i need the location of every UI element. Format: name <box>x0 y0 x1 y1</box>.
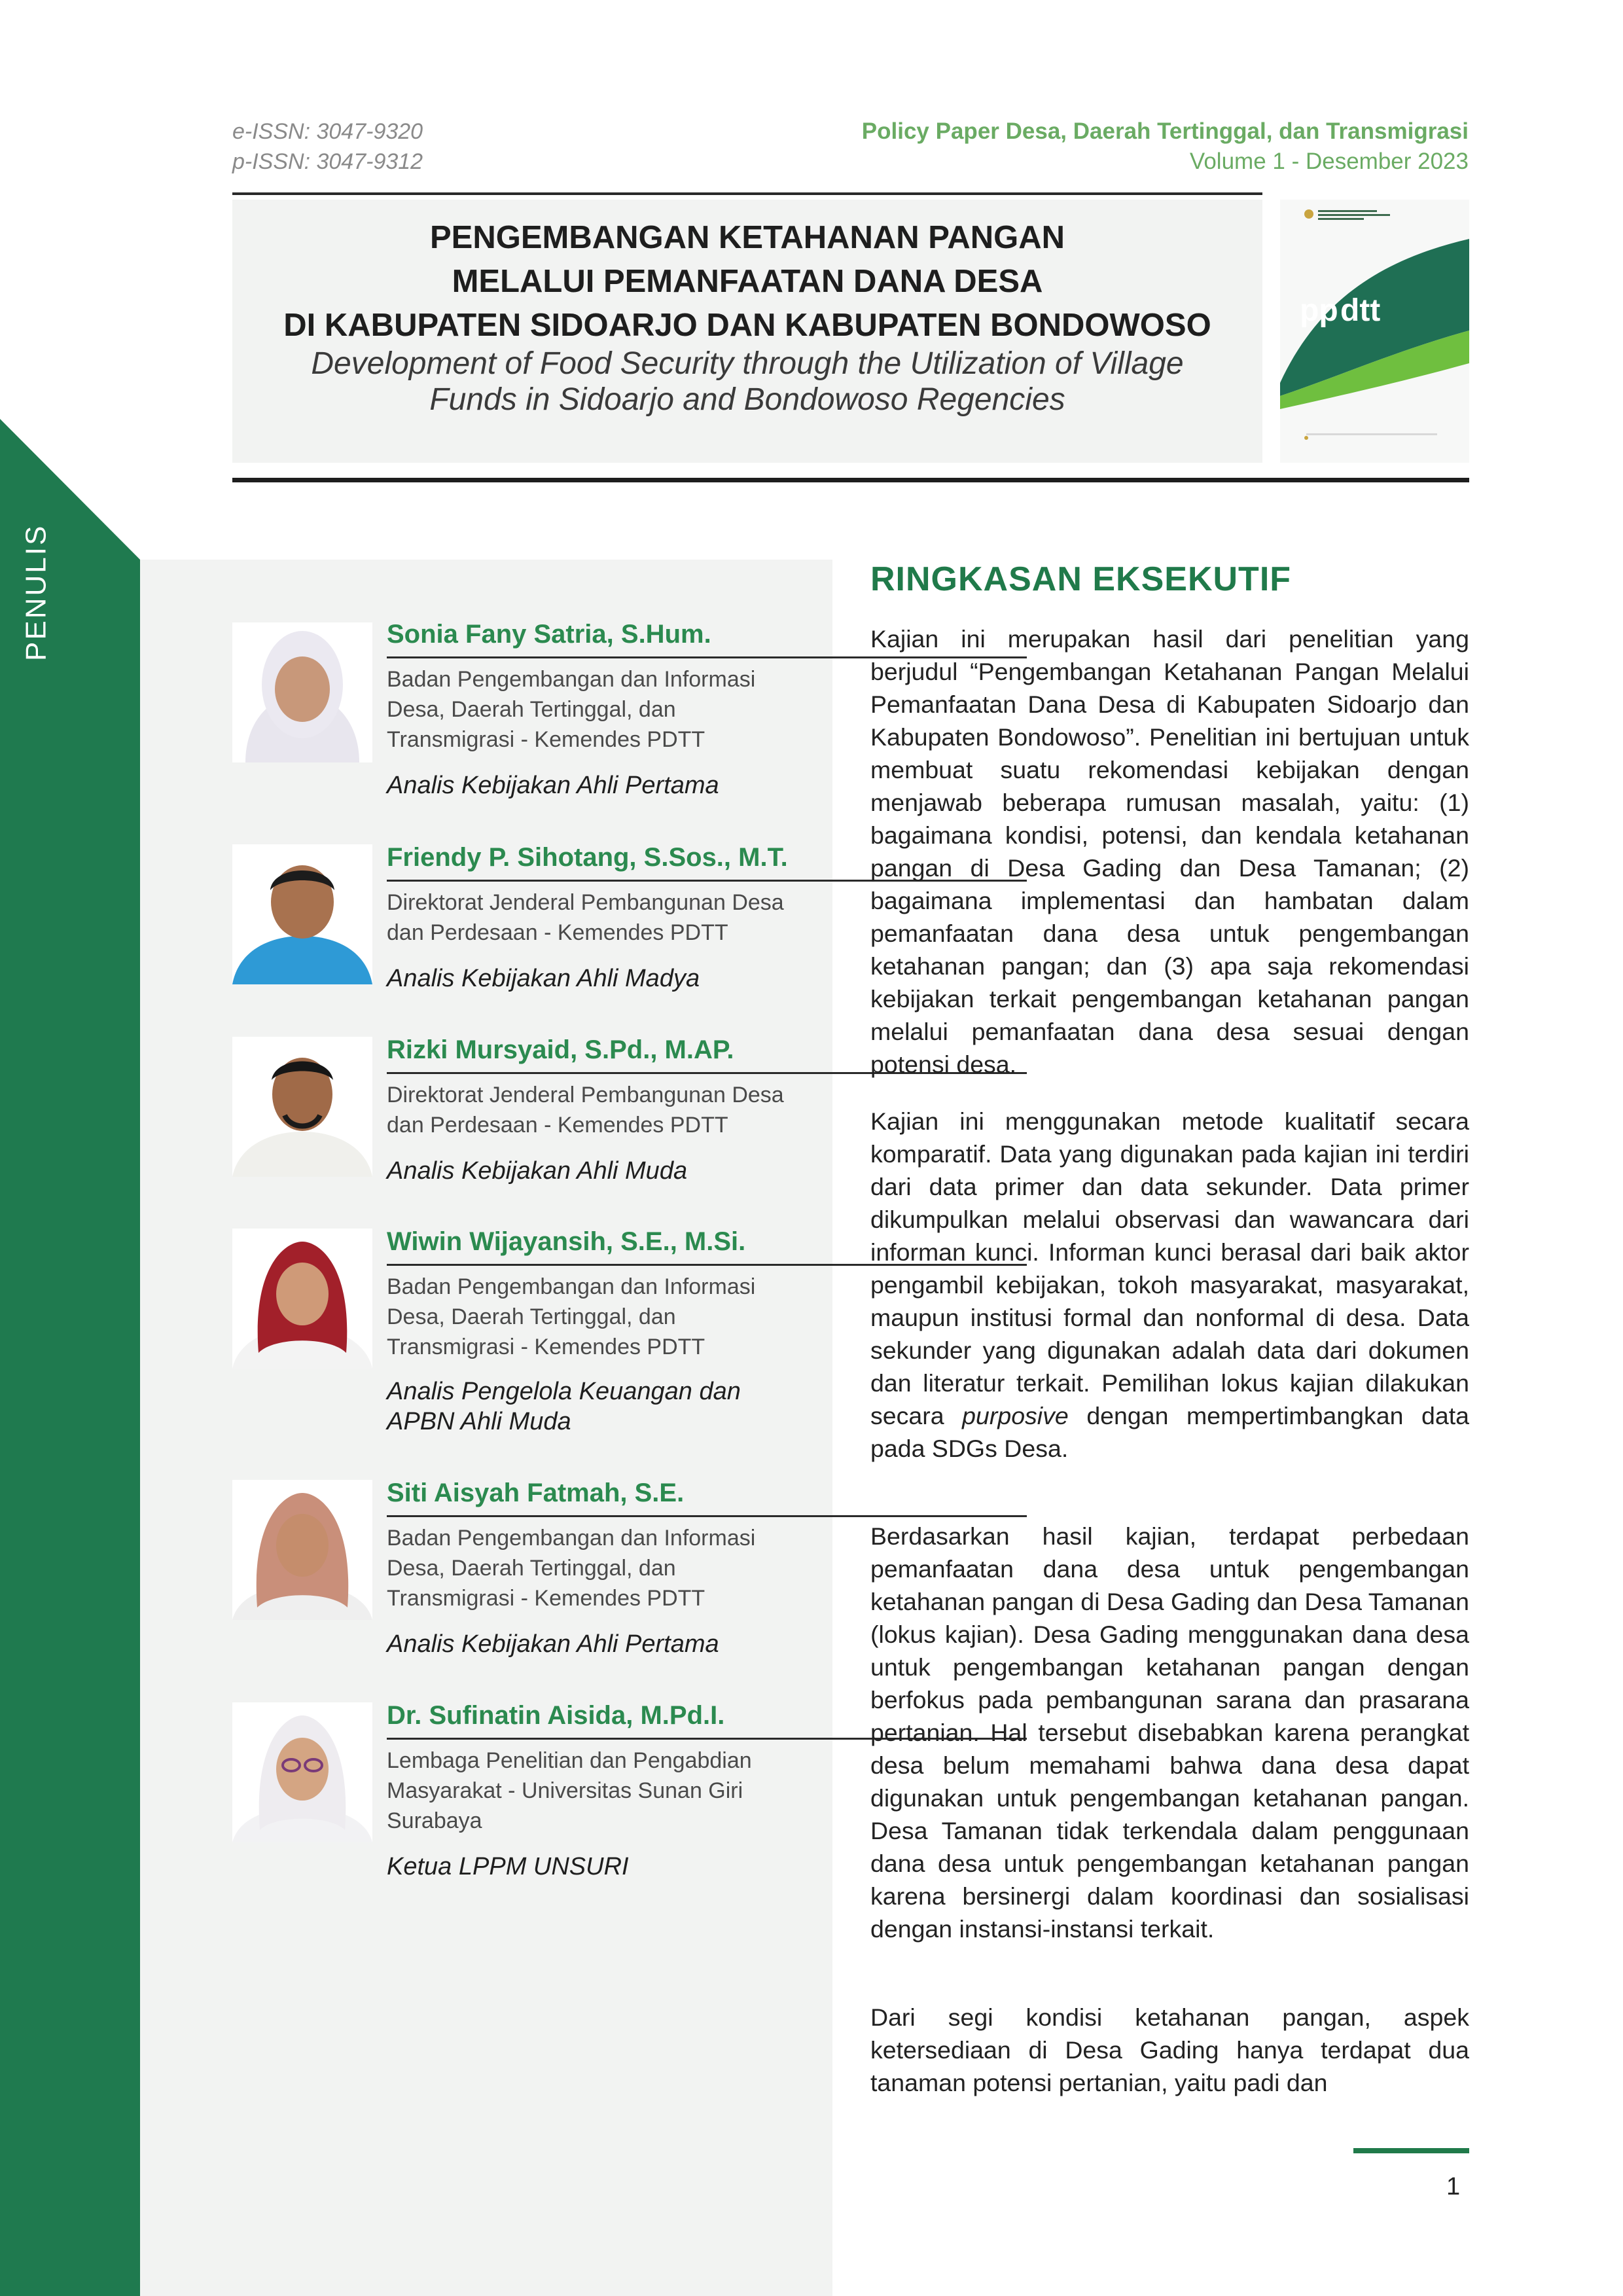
issn-block <box>232 117 423 177</box>
author-role: Analis Kebijakan Ahli Madya <box>387 965 700 992</box>
journal-block <box>862 117 1469 177</box>
svg-text:pp: pp <box>1300 293 1338 328</box>
author-role: Analis Kebijakan Ahli Pertama <box>387 1630 719 1658</box>
summary-paragraph-2 <box>870 1105 1469 1465</box>
title-line-3: DI KABUPATEN SIDOARJO DAN KABUPATEN BONDOWOSO <box>283 308 1211 343</box>
p2-text-a: Kajian ini menggunakan metode kualitatif secara komparatif. Data yang digunakan pada kajian ini terdiri dari data primer dan data sekunder. Data primer dikumpulkan melalui observasi dan wawancara dari informan kunci. Informan kunci berasal dari baik aktor pengambil kebijakan, tokoh masyarakat, masyarakat, maupun institusi formal dan nonformal di desa. Data sekunder yang digunakan adalah data dari dokumen dan literatur terkait. Pemilihan lokus kajian dilakukan secara <box>870 1107 1469 1429</box>
subtitle-line-1: Development of Food Security through the Utilization of Village <box>311 346 1184 381</box>
page-number: 1 <box>1446 2173 1461 2200</box>
summary-paragraph-3: Berdasarkan hasil kajian, terdapat perbedaan pemanfaatan dana desa untuk pengembangan ketahanan pangan di Desa Gading dan Desa Tamanan (lokus kajian). Desa Gading menggunakan dana desa untuk pengembangan ketahanan pangan dengan berfokus pada pembangunan sarana dan prasarana pertanian. Hal tersebut disebabkan karena perangkat desa belum memahami bahwa dana desa dapat digunakan untuk pengembangan ketahanan pangan. Desa Tamanan tidak terkendala dalam penggunaan dana desa untuk pengembangan ketahanan pangan karena bersinergi dalam koordinasi dan sosialisasi dengan instansi-instansi terkait. <box>870 1522 1469 1943</box>
author-institution: Direktorat Jenderal Pembangunan Desa dan Perdesaan - Kemendes PDTT <box>387 890 784 945</box>
paper-subtitle <box>232 346 1262 418</box>
journal-name: Policy Paper Desa, Daerah Tertinggal, dan Transmigrasi <box>861 118 1469 144</box>
summary-paragraph-4: Dari segi kondisi ketahanan pangan, aspek ketersediaan di Desa Gading hanya terdapat dua tanaman potensi pertanian, yaitu padi dan <box>870 2003 1469 2096</box>
author-divider <box>387 1515 1027 1517</box>
author-photo <box>232 1480 372 1620</box>
journal-volume: Volume 1 - Desember 2023 <box>1189 149 1469 174</box>
author-photo <box>232 1702 372 1842</box>
side-label-penulis: PENULIS <box>20 524 52 661</box>
p2-text-b: dengan mempertimbangkan data pada SDGs Desa. <box>870 1402 1469 1462</box>
title-line-1: PENGEMBANGAN KETAHANAN PANGAN <box>429 220 1065 255</box>
author-role: Ketua LPPM UNSURI <box>387 1853 629 1880</box>
author-role: Analis Kebijakan Ahli Pertama <box>387 772 719 799</box>
p2-emphasis: purposive <box>962 1402 1069 1429</box>
svg-text:dtt: dtt <box>1340 293 1381 328</box>
journal-cover-thumbnail <box>1280 200 1469 463</box>
footer-accent-line <box>1353 2148 1469 2153</box>
author-role: Analis Kebijakan Ahli Muda <box>387 1157 688 1185</box>
side-band <box>0 0 140 2296</box>
cover-art-image <box>1280 200 1469 463</box>
author-name: Friendy P. Sihotang, S.Sos., M.T. <box>387 843 788 872</box>
author-photo <box>232 622 372 762</box>
author-institution: Badan Pengembangan dan Informasi Desa, Daerah Tertinggal, dan Transmigrasi - Kemendes PDTT <box>387 1274 756 1359</box>
author-name: Dr. Sufinatin Aisida, M.Pd.I. <box>387 1701 725 1730</box>
title-line-2: MELALUI PEMANFAATAN DANA DESA <box>452 264 1043 299</box>
header-rule-bottom <box>232 478 1469 482</box>
eissn-text: e-ISSN: 3047-9320 <box>232 119 423 144</box>
author-institution: Badan Pengembangan dan Informasi Desa, Daerah Tertinggal, dan Transmigrasi - Kemendes PDTT <box>387 667 756 752</box>
author-name: Sonia Fany Satria, S.Hum. <box>387 620 711 649</box>
author-photo <box>232 1037 372 1177</box>
paper-title <box>232 216 1262 348</box>
header-rule-top <box>232 192 1262 195</box>
author-institution: Lembaga Penelitian dan Pengabdian Masyarakat - Universitas Sunan Giri Surabaya <box>387 1748 752 1833</box>
author-institution: Direktorat Jenderal Pembangunan Desa dan Perdesaan - Kemendes PDTT <box>387 1083 784 1138</box>
author-institution: Badan Pengembangan dan Informasi Desa, Daerah Tertinggal, dan Transmigrasi - Kemendes PDTT <box>387 1526 756 1611</box>
author-name: Wiwin Wijayansih, S.E., M.Si. <box>387 1227 746 1256</box>
author-photo <box>232 844 372 984</box>
author-role: Analis Pengelola Keuangan dan APBN Ahli Muda <box>387 1378 741 1435</box>
summary-paragraph-1: Kajian ini merupakan hasil dari penelitian yang berjudul “Pengembangan Ketahanan Pangan Melalui Pemanfaatan Dana Desa di Kabupaten Sidoarjo dan Kabupaten Bondowoso”. Penelitian ini bertujuan untuk membuat suatu rekomendasi kebijakan dengan menjawab beberapa rumusan masalah, yaitu: (1) bagaimana kondisi, potensi, dan kendala ketahanan pangan di Desa Gading dan Desa Tamanan; (2) bagaimana implementasi dan hambatan dalam pemanfaatan dana desa untuk pengembangan ketahanan pangan; dan (3) apa saja rekomendasi kebijakan terkait pengembangan ketahanan pangan melalui pemanfaatan dana desa sesuai dengan potensi desa. <box>870 625 1469 1078</box>
subtitle-line-2: Funds in Sidoarjo and Bondowoso Regencies <box>429 382 1065 417</box>
section-heading: RINGKASAN EKSEKUTIF <box>870 560 1292 598</box>
pissn-text: p-ISSN: 3047-9312 <box>232 149 423 174</box>
author-photo <box>232 1229 372 1369</box>
author-name: Siti Aisyah Fatmah, S.E. <box>387 1479 685 1507</box>
author-name: Rizki Mursyaid, S.Pd., M.AP. <box>387 1035 734 1064</box>
